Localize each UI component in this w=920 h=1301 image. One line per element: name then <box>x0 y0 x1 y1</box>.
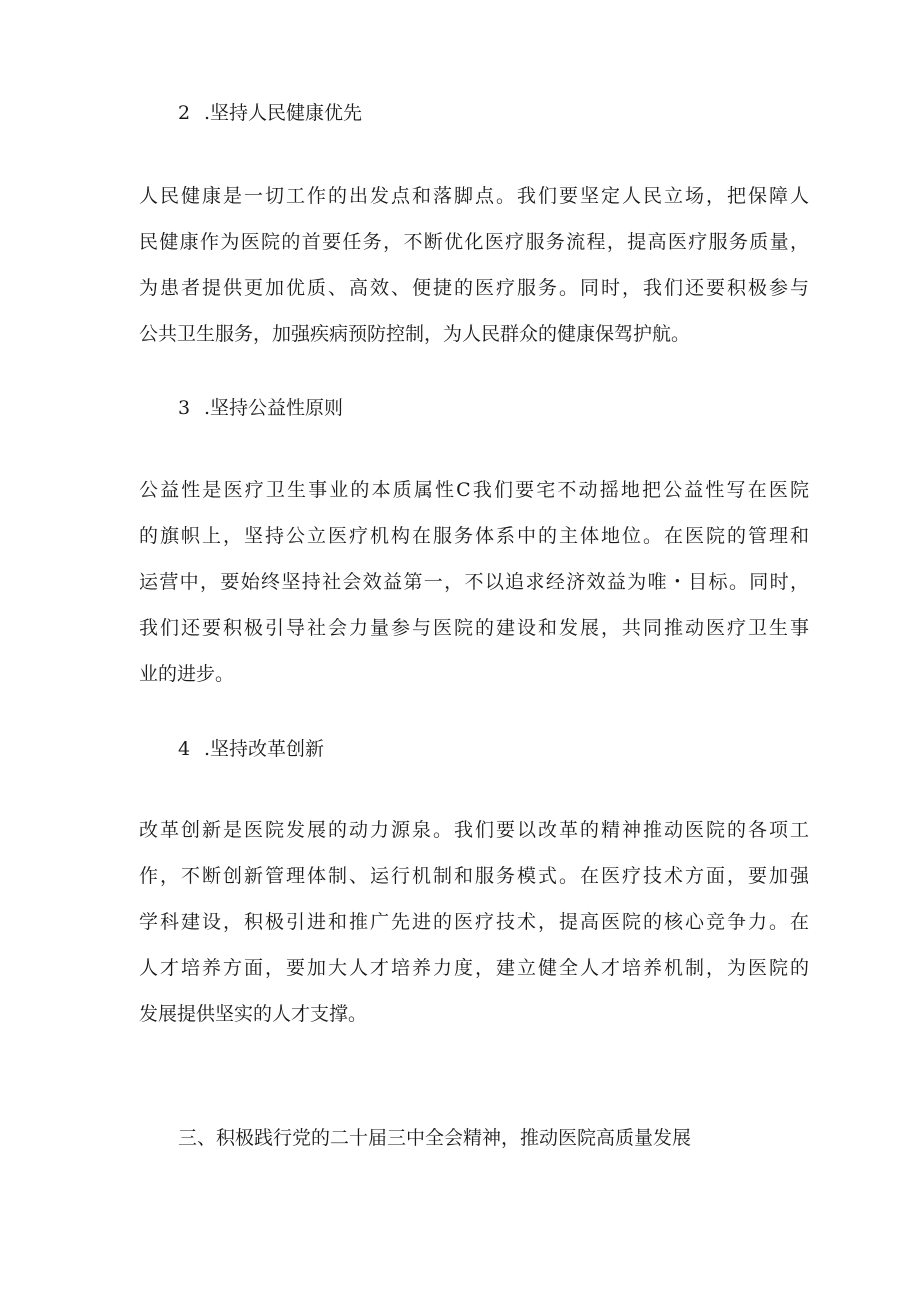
paragraph-reform-innovation <box>139 807 809 1037</box>
item-number: 4 <box>178 738 191 760</box>
paragraph-line: 作，不断创新管理体制、运行机制和服务模式。在医疗技术方面，要加强 <box>139 865 809 887</box>
section-title: 三、积极践行党的二十届三中全会精神，推动医院高质量发展 <box>178 1127 692 1149</box>
paragraph-line: 业的进步。 <box>139 663 235 685</box>
paragraph-people-health <box>139 173 809 357</box>
paragraph-line: 民健康作为医院的首要任务，不断优化医疗服务流程，提高医疗服务质量， <box>139 231 809 253</box>
paragraph-line: 改革创新是医院发展的动力源泉。我们要以改革的精神推动医院的各项工 <box>139 819 809 841</box>
item-heading-4 <box>178 737 324 761</box>
paragraph-line: 学科建设，积极引进和推广先进的医疗技术，提高医院的核心竞争力。在 <box>139 911 809 933</box>
item-title: .坚持人民健康优先 <box>204 102 363 124</box>
item-heading-3 <box>178 396 343 420</box>
paragraph-line: 为患者提供更加优质、高效、便捷的医疗服务。同时，我们还要积极参与 <box>139 277 809 299</box>
paragraph-line: 发展提供坚实的人才支撑。 <box>139 1003 368 1025</box>
paragraph-line: 人民健康是一切工作的出发点和落脚点。我们要坚定人民立场，把保障人 <box>139 185 809 207</box>
item-number: 3 <box>178 397 191 419</box>
paragraph-line: 人才培养方面，要加大人才培养力度，建立健全人才培养机制，为医院的 <box>139 957 809 979</box>
paragraph-line: 公共卫生服务，加强疾病预防控制，为人民群众的健康保驾护航。 <box>139 323 691 345</box>
paragraph-line: 公益性是医疗卫生事业的本质属性C我们要宅不动摇地把公益性写在医院 <box>139 479 809 501</box>
item-title: .坚持改革创新 <box>204 738 325 760</box>
paragraph-line: 我们还要积极引导社会力量参与医院的建设和发展，共同推动医疗卫生事 <box>139 617 809 639</box>
item-heading-2 <box>178 101 362 125</box>
paragraph-public-welfare <box>139 467 809 697</box>
item-number: 2 <box>178 102 191 124</box>
paragraph-line: 运营中，要始终坚持社会效益第一，不以追求经济效益为唯・目标。同时， <box>139 571 809 593</box>
item-title: .坚持公益性原则 <box>204 397 344 419</box>
paragraph-line: 的旗帜上，坚持公立医疗机构在服务体系中的主体地位。在医院的管理和 <box>139 525 809 547</box>
